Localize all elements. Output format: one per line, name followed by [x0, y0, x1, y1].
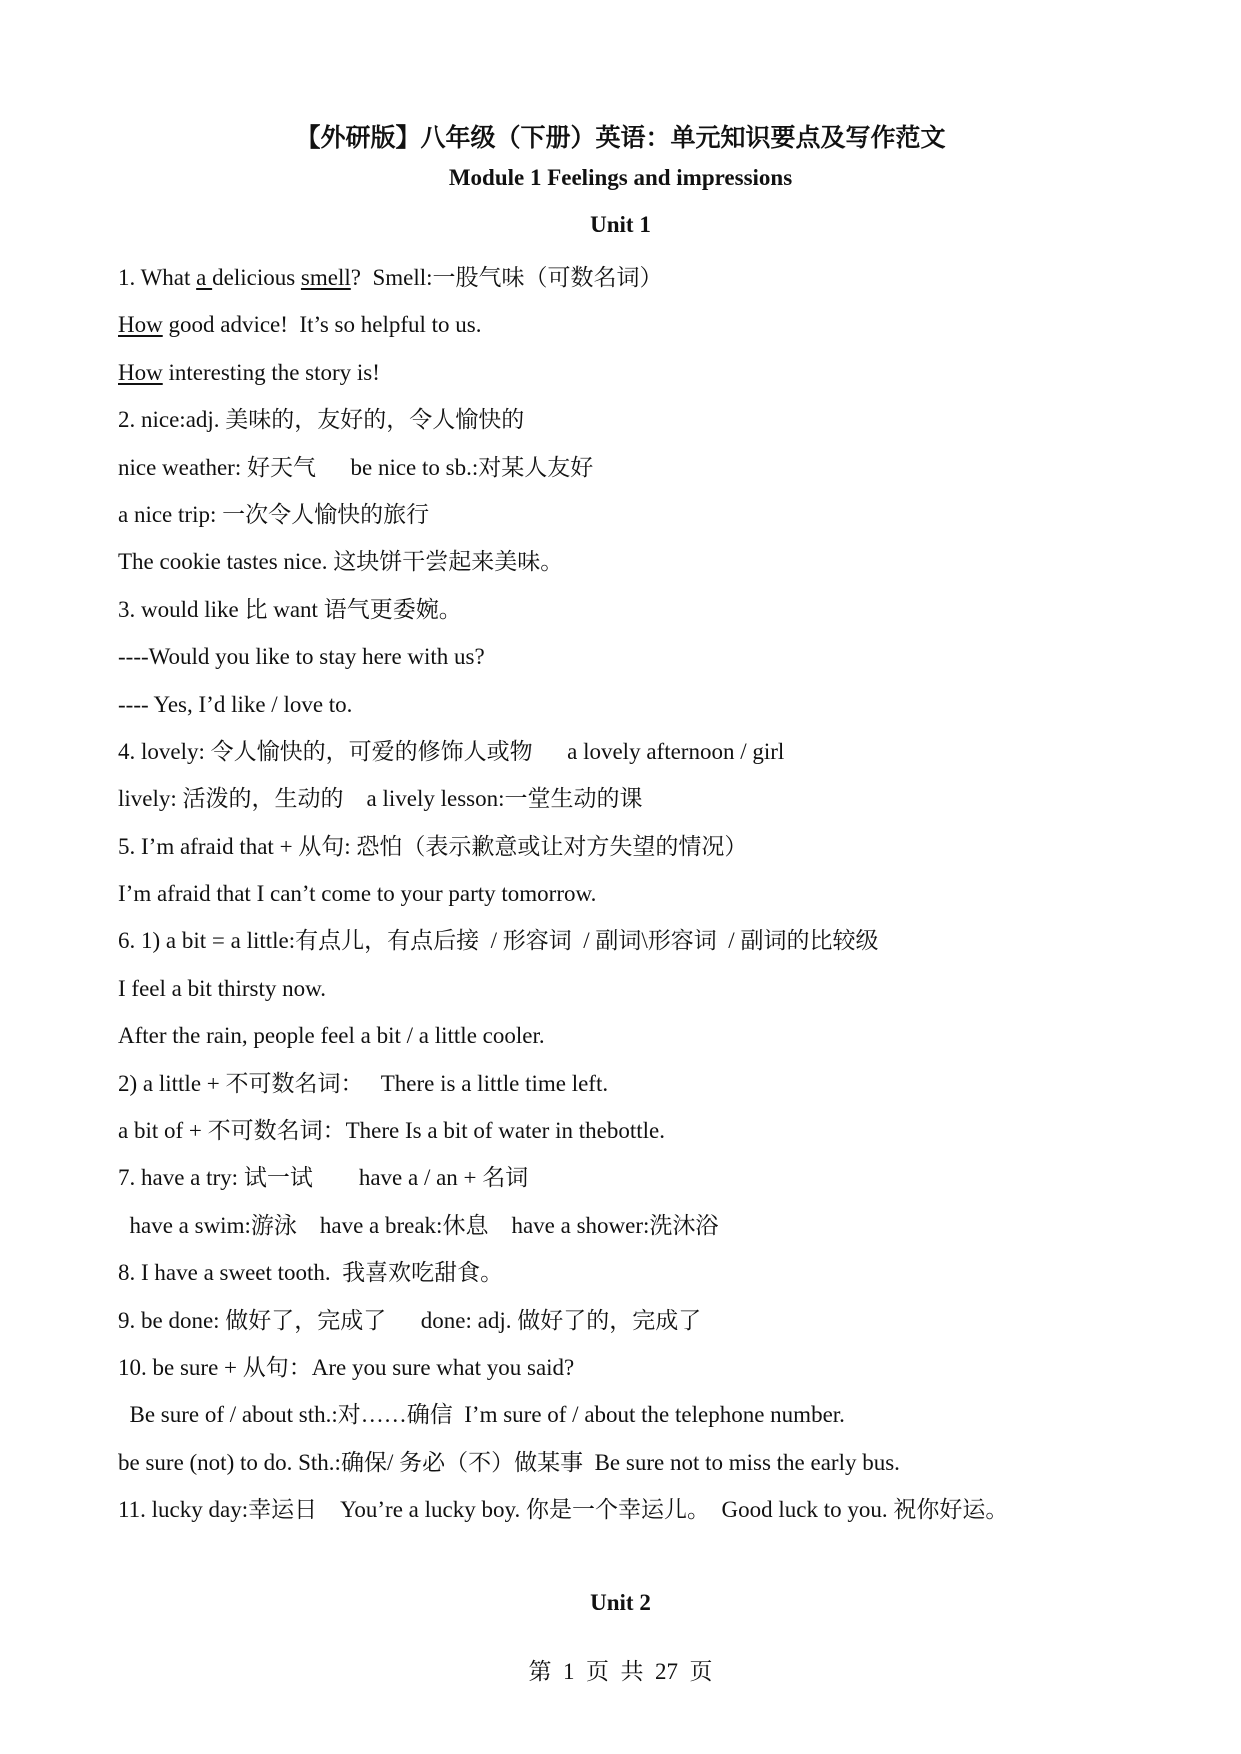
- unit-1-notes: [118, 258, 1178, 1538]
- note-line-6: a nice trip: 一次令人愉快的旅行: [118, 501, 430, 527]
- text-segment: ? Smell:一股气味（可数名词）: [350, 265, 663, 290]
- note-line-5: nice weather: 好天气 be nice to sb.:对某人友好: [118, 454, 594, 480]
- underlined-word: a: [196, 265, 213, 290]
- note-line-24: 10. be sure + 从句：Are you sure what you said?: [118, 1354, 575, 1380]
- note-line-3: [118, 353, 1178, 400]
- note-line-15: 6. 1) a bit = a little:有点儿，有点后接 / 形容词 / 副词\形容词 / 副词的比较级: [118, 928, 879, 954]
- note-line-1: [118, 258, 1178, 305]
- note-line-23: 9. be done: 做好了，完成了 done: adj. 做好了的，完成了: [118, 1307, 702, 1333]
- note-line-7: The cookie tastes nice. 这块饼干尝起来美味。: [118, 549, 564, 575]
- unit-1-heading: Unit 1: [590, 212, 651, 237]
- note-line-19: a bit of + 不可数名词：There Is a bit of water in thebottle.: [118, 1118, 665, 1144]
- note-line-9: ----Would you like to stay here with us?: [118, 644, 485, 670]
- note-line-10: ---- Yes, I’d like / love to.: [118, 691, 353, 717]
- underlined-word: smell: [300, 265, 351, 290]
- note-line-20: 7. have a try: 试一试 have a / an + 名词: [118, 1165, 529, 1191]
- note-line-25: Be sure of / about sth.:对……确信 I’m sure of / about the telephone number.: [118, 1402, 845, 1428]
- note-line-4: 2. nice:adj. 美味的，友好的，令人愉快的: [118, 407, 525, 433]
- document-title: 【外研版】八年级（下册）英语：单元知识要点及写作范文: [295, 125, 946, 152]
- text-segment: delicious: [212, 265, 301, 290]
- text-segment: good advice! It’s so helpful to us.: [162, 312, 482, 338]
- note-line-8: 3. would like 比 want 语气更委婉。: [118, 596, 462, 622]
- unit-2-heading: Unit 2: [590, 1590, 651, 1615]
- note-line-26: be sure (not) to do. Sth.:确保/ 务必（不）做某事 Be sure not to miss the early bus.: [118, 1449, 900, 1475]
- note-line-12: lively: 活泼的，生动的 a lively lesson:一堂生动的课: [118, 786, 643, 812]
- text-segment: interesting the story is!: [162, 359, 380, 385]
- underlined-word: How: [118, 359, 163, 385]
- text-segment: 1. What: [118, 265, 197, 290]
- note-line-21: have a swim:游泳 have a break:休息 have a shower:洗沐浴: [118, 1212, 719, 1238]
- page-footer: 第 1 页 共 27 页: [528, 1659, 713, 1684]
- underlined-word: How: [118, 312, 163, 338]
- note-line-11: 4. lovely: 令人愉快的，可爱的修饰人或物 a lovely afternoon / girl: [118, 738, 785, 764]
- note-line-22: 8. I have a sweet tooth. 我喜欢吃甜食。: [118, 1260, 504, 1286]
- module-title: Module 1 Feelings and impressions: [448, 165, 793, 190]
- note-line-13: 5. I’m afraid that + 从句: 恐怕（表示歉意或让对方失望的情况）: [118, 833, 748, 859]
- note-line-2: [118, 305, 1178, 352]
- note-line-18: 2) a little + 不可数名词： There is a little time left.: [118, 1070, 609, 1096]
- note-line-14: I’m afraid that I can’t come to your party tomorrow.: [118, 881, 597, 907]
- note-line-27: 11. lucky day:幸运日 You’re a lucky boy. 你是一个幸运儿。 Good luck to you. 祝你好运。: [118, 1497, 1009, 1523]
- note-line-17: After the rain, people feel a bit / a little cooler.: [118, 1023, 545, 1049]
- note-line-16: I feel a bit thirsty now.: [118, 975, 327, 1001]
